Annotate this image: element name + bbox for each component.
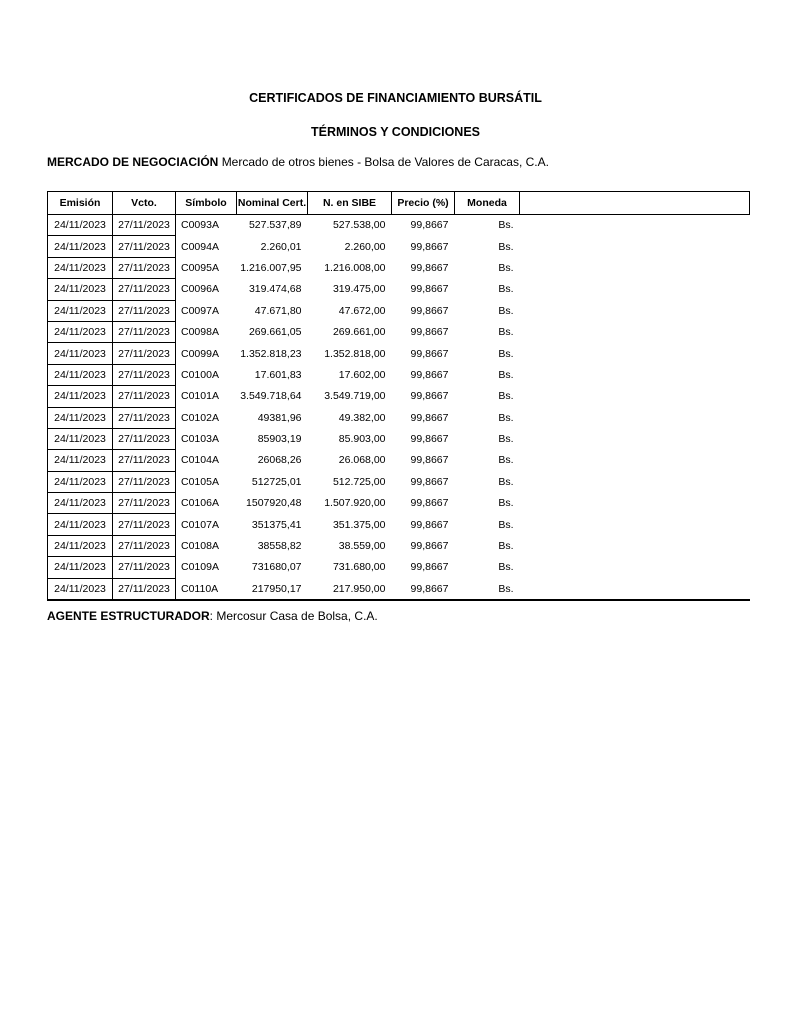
cell-nominal-cert: 2.260,01: [260, 240, 302, 253]
cell-blank: [520, 300, 750, 321]
cell-simbolo: C0106A: [176, 493, 237, 514]
table-row: [48, 450, 750, 471]
cell-moneda: Bs.: [498, 561, 514, 574]
table-row: [48, 386, 750, 407]
cell-blank: [520, 493, 750, 514]
cell-emision: 24/11/2023: [48, 343, 113, 364]
cell-precio: 99,8667: [410, 240, 449, 253]
cell-precio: 99,8667: [410, 433, 449, 446]
table-row: [48, 428, 750, 449]
cell-vcto: 27/11/2023: [113, 215, 176, 236]
cell-moneda: Bs.: [498, 240, 514, 253]
cell-blank: [520, 578, 750, 600]
cell-precio: 99,8667: [410, 347, 449, 360]
cell-emision: 24/11/2023: [48, 578, 113, 600]
cell-precio: 99,8667: [410, 326, 449, 339]
cell-n-en-sibe: 26.068,00: [338, 454, 386, 467]
cell-vcto: 27/11/2023: [113, 343, 176, 364]
table-header: [48, 192, 750, 215]
table-row: [48, 321, 750, 342]
cell-simbolo: C0095A: [176, 257, 237, 278]
cell-simbolo: C0101A: [176, 386, 237, 407]
cell-emision: 24/11/2023: [48, 321, 113, 342]
cell-simbolo: C0105A: [176, 471, 237, 492]
market-label: MERCADO DE NEGOCIACIÓN: [47, 155, 219, 169]
column-header-blank: [520, 192, 750, 215]
cell-emision: 24/11/2023: [48, 236, 113, 257]
cell-moneda: Bs.: [498, 411, 514, 424]
cell-emision: 24/11/2023: [48, 257, 113, 278]
cell-nominal-cert: 527.537,89: [248, 219, 302, 232]
cell-vcto: 27/11/2023: [113, 471, 176, 492]
cell-blank: [520, 428, 750, 449]
cell-moneda: Bs.: [498, 475, 514, 488]
cell-simbolo: C0097A: [176, 300, 237, 321]
cell-precio: 99,8667: [410, 390, 449, 403]
cell-blank: [520, 364, 750, 385]
cell-vcto: 27/11/2023: [113, 578, 176, 600]
cell-nominal-cert: 217950,17: [251, 582, 302, 595]
cell-blank: [520, 343, 750, 364]
cell-vcto: 27/11/2023: [113, 514, 176, 535]
cell-simbolo: C0096A: [176, 279, 237, 300]
cell-blank: [520, 407, 750, 428]
cell-simbolo: C0103A: [176, 428, 237, 449]
cell-emision: 24/11/2023: [48, 557, 113, 578]
table-row: [48, 300, 750, 321]
cell-moneda: Bs.: [498, 219, 514, 232]
cell-n-en-sibe: 47.672,00: [338, 304, 386, 317]
cell-n-en-sibe: 1.352.818,00: [324, 347, 386, 360]
cell-emision: 24/11/2023: [48, 279, 113, 300]
cell-nominal-cert: 26068,26: [257, 454, 302, 467]
cell-vcto: 27/11/2023: [113, 407, 176, 428]
cell-precio: 99,8667: [410, 283, 449, 296]
cell-emision: 24/11/2023: [48, 514, 113, 535]
cell-nominal-cert: 49381,96: [257, 411, 302, 424]
cell-blank: [520, 215, 750, 236]
cell-n-en-sibe: 269.661,00: [332, 326, 386, 339]
table-row: [48, 236, 750, 257]
cell-simbolo: C0093A: [176, 215, 237, 236]
cell-emision: 24/11/2023: [48, 450, 113, 471]
cell-nominal-cert: 512725,01: [251, 475, 302, 488]
cell-vcto: 27/11/2023: [113, 257, 176, 278]
document-subtitle: TÉRMINOS Y CONDICIONES: [310, 125, 480, 139]
cell-emision: 24/11/2023: [48, 215, 113, 236]
cell-blank: [520, 236, 750, 257]
cell-blank: [520, 321, 750, 342]
agent-separator: :: [209, 609, 217, 623]
cell-vcto: 27/11/2023: [113, 450, 176, 471]
cell-nominal-cert: 85903,19: [257, 433, 302, 446]
cell-n-en-sibe: 512.725,00: [332, 475, 386, 488]
cell-vcto: 27/11/2023: [113, 493, 176, 514]
cell-moneda: Bs.: [498, 582, 514, 595]
document-title: CERTIFICADOS DE FINANCIAMIENTO BURSÁTIL: [249, 91, 542, 105]
cell-nominal-cert: 38558,82: [257, 540, 302, 553]
cell-blank: [520, 471, 750, 492]
cell-moneda: Bs.: [498, 497, 514, 510]
cell-emision: 24/11/2023: [48, 386, 113, 407]
cell-blank: [520, 279, 750, 300]
column-header-simbolo: Símbolo: [176, 192, 237, 215]
table-row: [48, 215, 750, 236]
column-header-n-en-sibe: N. en SIBE: [308, 192, 392, 215]
market-line: [47, 156, 549, 169]
cell-vcto: 27/11/2023: [113, 321, 176, 342]
cell-precio: 99,8667: [410, 411, 449, 424]
cell-nominal-cert: 731680,07: [251, 561, 302, 574]
cell-blank: [520, 386, 750, 407]
cell-moneda: Bs.: [498, 304, 514, 317]
cell-moneda: Bs.: [498, 540, 514, 553]
cell-n-en-sibe: 38.559,00: [338, 540, 386, 553]
table-row: [48, 493, 750, 514]
cell-emision: 24/11/2023: [48, 407, 113, 428]
cell-precio: 99,8667: [410, 582, 449, 595]
cell-moneda: Bs.: [498, 390, 514, 403]
cell-emision: 24/11/2023: [48, 364, 113, 385]
cell-n-en-sibe: 351.375,00: [332, 518, 386, 531]
cell-vcto: 27/11/2023: [113, 557, 176, 578]
cell-precio: 99,8667: [410, 454, 449, 467]
cell-blank: [520, 257, 750, 278]
cell-simbolo: C0108A: [176, 535, 237, 556]
cell-precio: 99,8667: [410, 497, 449, 510]
cell-simbolo: C0098A: [176, 321, 237, 342]
cell-moneda: Bs.: [498, 518, 514, 531]
market-value: Mercado de otros bienes - Bolsa de Valores de Caracas, C.A.: [221, 155, 549, 169]
table-row: [48, 471, 750, 492]
cell-nominal-cert: 1.216.007,95: [240, 261, 302, 274]
cell-precio: 99,8667: [410, 540, 449, 553]
cell-moneda: Bs.: [498, 261, 514, 274]
agent-value: Mercosur Casa de Bolsa, C.A.: [216, 609, 378, 623]
cell-n-en-sibe: 85.903,00: [338, 433, 386, 446]
cell-precio: 99,8667: [410, 518, 449, 531]
table-header-row: [48, 192, 750, 215]
column-header-precio: Precio (%): [392, 192, 455, 215]
cell-n-en-sibe: 49.382,00: [338, 411, 386, 424]
cell-n-en-sibe: 217.950,00: [332, 582, 386, 595]
table-row: [48, 407, 750, 428]
cell-emision: 24/11/2023: [48, 535, 113, 556]
cell-nominal-cert: 269.661,05: [248, 326, 302, 339]
column-header-emision: Emisión: [48, 192, 113, 215]
cell-moneda: Bs.: [498, 326, 514, 339]
cell-n-en-sibe: 1.216.008,00: [324, 261, 386, 274]
cell-n-en-sibe: 3.549.719,00: [324, 390, 386, 403]
cell-moneda: Bs.: [498, 283, 514, 296]
cell-vcto: 27/11/2023: [113, 428, 176, 449]
cell-emision: 24/11/2023: [48, 428, 113, 449]
cell-n-en-sibe: 2.260,00: [344, 240, 386, 253]
cell-simbolo: C0107A: [176, 514, 237, 535]
cell-moneda: Bs.: [498, 454, 514, 467]
table-row: [48, 557, 750, 578]
cell-simbolo: C0094A: [176, 236, 237, 257]
cell-precio: 99,8667: [410, 304, 449, 317]
cell-blank: [520, 535, 750, 556]
cell-simbolo: C0110A: [176, 578, 237, 600]
cell-nominal-cert: 47.671,80: [254, 304, 302, 317]
table-row: [48, 364, 750, 385]
cell-emision: 24/11/2023: [48, 493, 113, 514]
cell-simbolo: C0099A: [176, 343, 237, 364]
table-body: [48, 215, 750, 601]
cell-n-en-sibe: 731.680,00: [332, 561, 386, 574]
cell-vcto: 27/11/2023: [113, 279, 176, 300]
table-row: [48, 279, 750, 300]
cell-precio: 99,8667: [410, 261, 449, 274]
cell-nominal-cert: 351375,41: [251, 518, 302, 531]
cell-simbolo: C0109A: [176, 557, 237, 578]
column-header-vcto: Vcto.: [113, 192, 176, 215]
agent-line: [47, 610, 378, 623]
cell-moneda: Bs.: [498, 368, 514, 381]
cell-vcto: 27/11/2023: [113, 364, 176, 385]
cell-vcto: 27/11/2023: [113, 535, 176, 556]
cell-simbolo: C0104A: [176, 450, 237, 471]
cell-moneda: Bs.: [498, 347, 514, 360]
column-header-moneda: Moneda: [455, 192, 520, 215]
agent-label: AGENTE ESTRUCTURADOR: [47, 609, 210, 623]
cell-n-en-sibe: 527.538,00: [332, 219, 386, 232]
cell-simbolo: C0100A: [176, 364, 237, 385]
cell-blank: [520, 450, 750, 471]
cell-precio: 99,8667: [410, 475, 449, 488]
cell-vcto: 27/11/2023: [113, 386, 176, 407]
cell-n-en-sibe: 319.475,00: [332, 283, 386, 296]
cell-simbolo: C0102A: [176, 407, 237, 428]
cell-vcto: 27/11/2023: [113, 236, 176, 257]
cell-precio: 99,8667: [410, 561, 449, 574]
table-row: [48, 578, 750, 600]
cell-moneda: Bs.: [498, 433, 514, 446]
cell-nominal-cert: 319.474,68: [248, 283, 302, 296]
certificates-table: [47, 191, 750, 601]
cell-blank: [520, 514, 750, 535]
cell-emision: 24/11/2023: [48, 300, 113, 321]
cell-n-en-sibe: 1.507.920,00: [324, 497, 386, 510]
cell-emision: 24/11/2023: [48, 471, 113, 492]
column-header-nominal-cert: Nominal Cert.: [237, 192, 308, 215]
cell-vcto: 27/11/2023: [113, 300, 176, 321]
cell-precio: 99,8667: [410, 368, 449, 381]
cell-blank: [520, 557, 750, 578]
cell-nominal-cert: 3.549.718,64: [240, 390, 302, 403]
cell-n-en-sibe: 17.602,00: [338, 368, 386, 381]
cell-nominal-cert: 17.601,83: [254, 368, 302, 381]
table-row: [48, 535, 750, 556]
cell-nominal-cert: 1507920,48: [246, 497, 302, 510]
cell-precio: 99,8667: [410, 219, 449, 232]
table-row: [48, 514, 750, 535]
table-row: [48, 343, 750, 364]
cell-nominal-cert: 1.352.818,23: [240, 347, 302, 360]
table-row: [48, 257, 750, 278]
